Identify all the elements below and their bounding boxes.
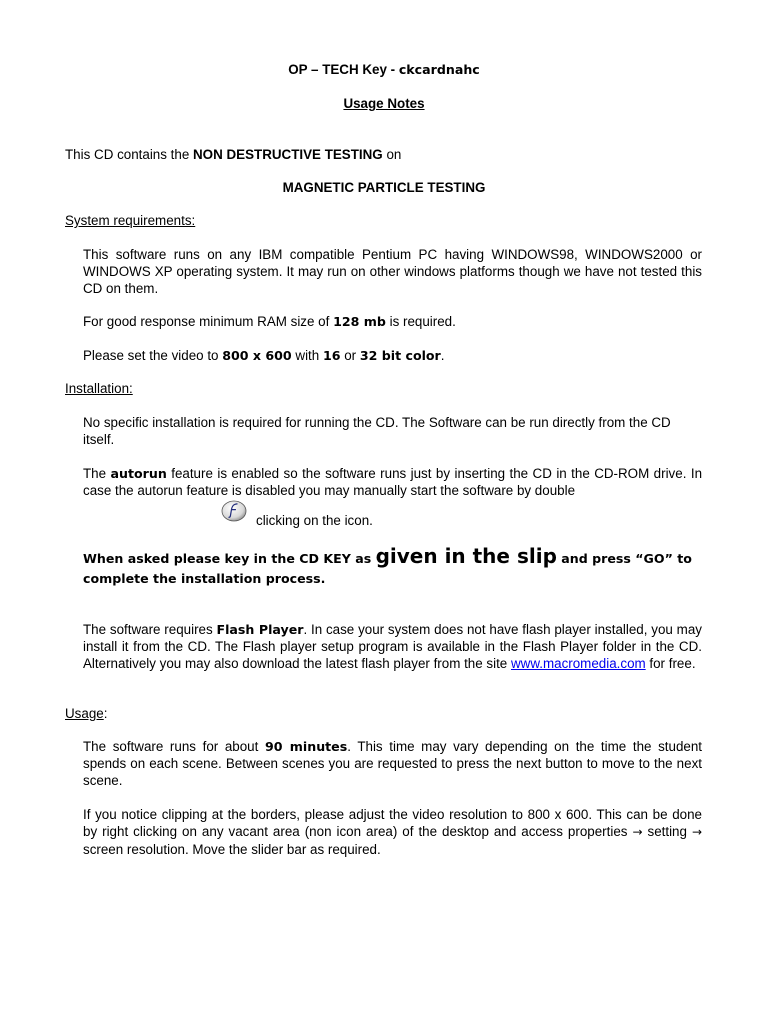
macromedia-link[interactable]: www.macromedia.com [510,656,646,671]
installation-paragraph-autorun: The autorun feature is enabled so the software runs just by inserting the CD in the CD-ROM drive. In case the autorun feature is disabled you may manually start the software by double [83,466,703,498]
cd-key-instruction: When asked please key in the CD KEY as given in the slip and press “GO” to complete the installation process. [83,544,692,586]
page-title: OP – TECH Key - ckcardnahc [288,62,480,77]
system-paragraph-video: Please set the video to 800 x 600 with 16 or 32 bit color. [83,348,445,363]
system-paragraph-ram: For good response minimum RAM size of 128 mb is required. [83,314,456,329]
installation-heading: Installation: [65,381,133,396]
usage-paragraph-1: The software runs for about 90 minutes. This time may vary depending on the time the student spends on each scene. Between scenes you are requested to press the next button to move to the next scene. [83,739,703,788]
installation-paragraph-1: No specific installation is required for running the CD. The Software can be run directly from the CD itself. [83,415,671,447]
cd-key-code: ckcardnahc [398,62,480,77]
installation-double-click-line: clicking on the icon. [256,513,373,528]
arrow-right-icon: → [632,825,643,839]
intro-line: This CD contains the NON DESTRUCTIVE TESTING on [65,147,402,162]
page-subtitle: Usage Notes [343,96,425,111]
usage-heading: Usage: [65,706,108,721]
usage-paragraph-2: If you notice clipping at the borders, please adjust the video resolution to 800 x 600. This can be done by right clicking on any vacant area (non icon area) of the desktop and access properties → setting → screen resolution. Move the slider bar as required. [83,807,702,857]
installation-paragraph-flash: The software requires Flash Player. In case your system does not have flash player installed, you may install it from the CD. The Flash player setup program is available in the Flash Player folder in the CD. Alternatively you may also download the latest flash player from the site www.macromedia.com for free. [83,622,702,671]
system-requirements-heading: System requirements: [65,213,196,228]
system-paragraph-1: This software runs on any IBM compatible Pentium PC having WINDOWS98, WINDOWS2000 or WINDOWS XP operating system. It may run on other windows platforms though we have not tested this CD on them. [83,247,702,296]
topic-heading: MAGNETIC PARTICLE TESTING [282,180,486,195]
arrow-right-icon: → [691,825,702,839]
